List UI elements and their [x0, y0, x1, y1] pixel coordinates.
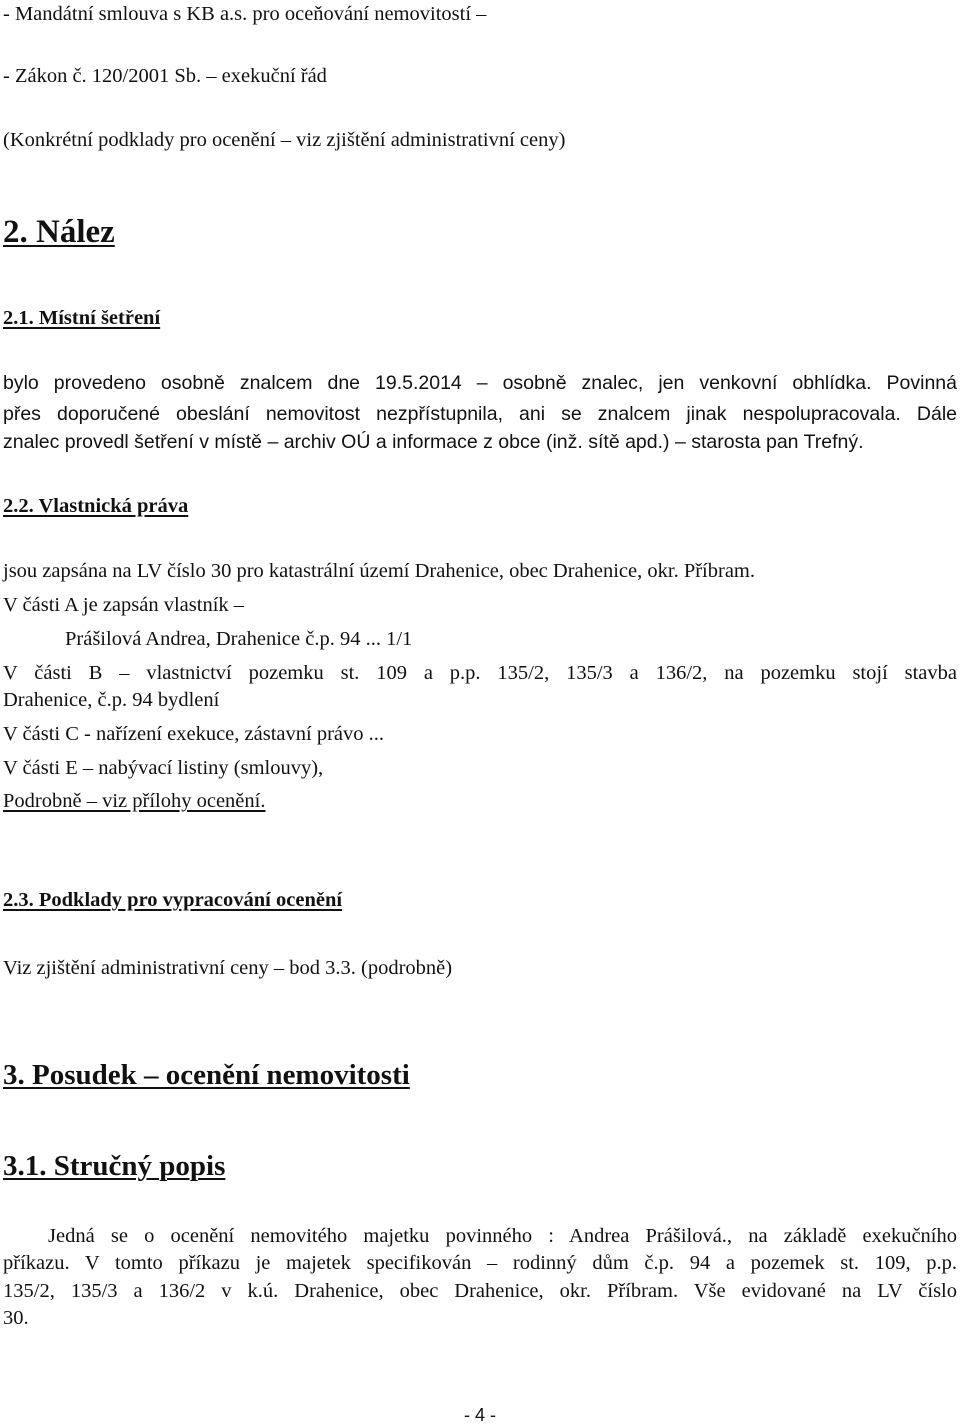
section-2-heading: 2. Nález — [3, 214, 115, 250]
section-2-2-heading: 2.2. Vlastnická práva — [3, 495, 189, 517]
page-number: - 4 - — [463, 1405, 496, 1425]
ownership-line-7: V části E – nabývací listiny (smlouvy), — [3, 757, 324, 779]
section-3-1-para-line-4: 30. — [3, 1307, 29, 1329]
ownership-line-6: V části C - nařízení exekuce, zástavní právo ... — [3, 723, 385, 745]
section-2-3-heading-text: 2.3. Podklady pro vypracování ocenění — [3, 889, 343, 911]
section-3-1-heading: 3.1. Stručný popis — [3, 1150, 226, 1182]
section-2-3-heading — [3, 888, 342, 912]
section-3-1-para-line-3: 135/2, 135/3 a 136/2 v k.ú. Drahenice, obec Drahenice, okr. Příbram. Vše evidované na LV číslo — [3, 1280, 957, 1302]
section-2-1-para-line-3: znalec provedl šetření v místě – archiv OÚ a informace z obce (inž. sítě apd.) – starosta pan Trefný. — [3, 431, 864, 453]
intro-line-3: (Konkrétní podklady pro ocenění – viz zjištění administrativní ceny) — [3, 129, 566, 151]
ownership-line-2: V části A je zapsán vlastník – — [3, 594, 245, 616]
section-2-1-heading: 2.1. Místní šetření — [3, 307, 161, 329]
section-3-1-para-line-2: příkazu. V tomto příkazu je majetek specifikován – rodinný dům č.p. 94 a pozemek st. 109, p.p. — [3, 1252, 957, 1274]
ownership-line-8: Podrobně – viz přílohy ocenění. — [3, 790, 266, 812]
section-3-1-para-line-1: Jedná se o ocenění nemovitého majetku povinného : Andrea Prášilová., na základě exekučního — [48, 1225, 957, 1247]
section-2-1-para-line-1: bylo provedeno osobně znalcem dne 19.5.2014 – osobně znalec, jen venkovní obhlídka. Povinná — [3, 372, 957, 394]
ownership-owner-line: Prášilová Andrea, Drahenice č.p. 94 ... 1/1 — [65, 628, 413, 650]
intro-line-2: - Zákon č. 120/2001 Sb. – exekuční řád — [3, 65, 327, 87]
ownership-line-4: V části B – vlastnictví pozemku st. 109 a p.p. 135/2, 135/3 a 136/2, na pozemku stojí stavba — [3, 662, 957, 684]
section-2-3-line-1: Viz zjištění administrativní ceny – bod 3.3. (podrobně) — [3, 957, 453, 979]
section-3-heading: 3. Posudek – ocenění nemovitosti — [3, 1059, 410, 1091]
section-2-1-para-line-2: přes doporučené obeslání nemovitost nezpřístupnila, ani se znalcem jinak nespolupracovala. Dále — [3, 403, 957, 425]
intro-line-1: - Mandátní smlouva s KB a.s. pro oceňování nemovitostí – — [3, 3, 487, 25]
ownership-line-1: jsou zapsána na LV číslo 30 pro katastrální území Drahenice, obec Drahenice, okr. Příbram. — [3, 560, 755, 582]
ownership-line-5: Drahenice, č.p. 94 bydlení — [3, 689, 220, 711]
